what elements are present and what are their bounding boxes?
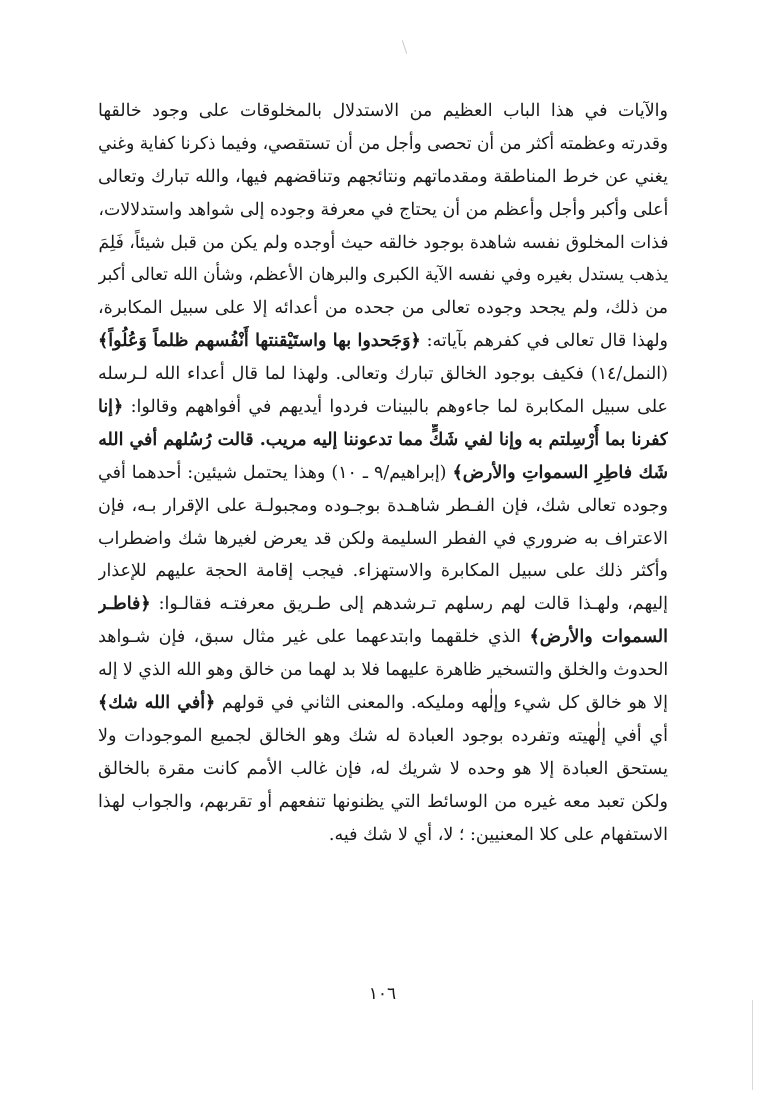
text-segment: يغني عن خرط المناطقة ومقدماتهم ونتائجهم وتناقضهم فيها، والله تبارك وتعالى — [98, 166, 668, 187]
text-segment: الاعتراف به ضروري في الفطر السليمة ولكن قد يعرض لغيرها شك واضطراب — [98, 528, 668, 549]
text-line — [98, 95, 668, 128]
text-segment: (النمل/١٤) فكيف بوجود الخالق تبارك وتعالى. ولهذا لما قال أعداء الله لـرسله — [98, 364, 668, 385]
text-line — [98, 753, 668, 786]
text-line — [98, 424, 668, 457]
text-segment: أي أفي إلٰهيته وتفرده بوجود العبادة له شك وهو الخالق لجميع الموجودات ولا — [98, 725, 668, 746]
text-line — [98, 194, 668, 227]
text-line — [98, 621, 668, 654]
text-line — [98, 259, 668, 292]
text-line — [98, 325, 668, 358]
body-text — [98, 95, 668, 851]
text-line — [98, 523, 668, 556]
quran-quote: ﴿أفي الله شك﴾ — [98, 693, 216, 714]
quran-quote: السموات والأرض﴾ — [529, 627, 668, 648]
text-line — [98, 490, 668, 523]
text-line — [98, 555, 668, 588]
quran-quote: ﴿إنا — [98, 397, 124, 418]
text-segment: يستحق العبادة إلا هو وحده لا شريك له، فإن غالب الأمم كانت مقرة بالخالق — [98, 758, 668, 779]
quran-quote: ﴿فاطـر — [98, 594, 151, 615]
quran-quote: ﴿وَجَحدوا بها واستَيْقنتها أَنْفُسهم ظلماً وَعُلُواً﴾ — [98, 331, 421, 352]
text-segment: والآيات في هذا الباب العظيم من الاستدلال بالمخلوقات على وجود خالقها — [98, 101, 668, 121]
text-segment: الحدوث والخلق والتسخير ظاهرة عليهما فلا بد لهما من خالق وهو الله الذي لا إله — [98, 660, 668, 681]
text-segment: على سبيل المكابرة لما جاءوهم بالبينات فردوا أيديهم في أفواههم وقالوا: — [123, 397, 668, 418]
text-line — [98, 819, 668, 852]
text-line — [98, 391, 668, 424]
text-segment: (إبراهيم/٩ ـ ١٠) وهذا يحتمل شيئين: أحدهما أفي — [98, 462, 453, 483]
text-segment: الذي خلقهما وابتدعهما على غير مثال سبق، فإن شـواهد — [98, 627, 530, 648]
text-segment: فذات المخلوق نفسه شاهدة بوجود خالقه حيث أوجده ولم يكن من قبل شيئاً، فَلِمَ — [98, 232, 668, 253]
text-line — [98, 720, 668, 753]
text-segment: أعلى وأكبر وأجل وأعظم من أن يحتاج في معرفة وجوده إلى شواهد واستدلالات، — [98, 199, 668, 220]
text-line — [98, 457, 668, 490]
text-line — [98, 128, 668, 161]
text-line — [98, 161, 668, 194]
text-segment: يذهب يستدل بغيره وفي نفسه الآية الكبرى والبرهان الأعظم، وشأن الله تعالى أكبر — [98, 265, 668, 286]
text-segment: من ذلك، ولم يجحد وجوده تعالى من جحده من أعدائه إلا على سبيل المكابرة، — [98, 298, 668, 319]
text-line — [98, 786, 668, 819]
text-segment: إليهم، ولهـذا قالت لهم رسلهم تـرشدهم إلى طـريق معرفتـه فقالـوا: — [150, 594, 668, 615]
quran-quote: شَك فاطِرِ السمواتِ والأرض﴾ — [452, 462, 668, 483]
quran-quote: كفرنا بما أُرْسِلتم به وإنا لفي شَكٍّ مما تدعوننا إليه مريب. قالت رُسُلهم أفي الله — [98, 429, 668, 450]
text-segment: وأكثر ذلك على سبيل المكابرة والاستهزاء. فيجب إقامة الحجة عليهم للإعذار — [98, 561, 668, 582]
text-segment: وجوده تعالى شك، فإن الفـطر شاهـدة بوجـوده ومجبولـة على الإقرار بـه، فإن — [98, 495, 668, 516]
text-line — [98, 292, 668, 325]
text-line — [98, 358, 668, 391]
text-segment: وقدرته وعظمته أكثر من أن تحصى وأجل من أن تستقصي، وفيما ذكرنا كفاية وغني — [98, 133, 668, 154]
text-line — [98, 227, 668, 260]
text-line — [98, 588, 668, 621]
page-number: ١٠٦ — [368, 984, 397, 1004]
text-line — [98, 654, 668, 687]
scan-edge-shadow — [752, 1000, 753, 1090]
text-segment: ولهذا قال تعالى في كفرهم بآياته: — [420, 331, 668, 352]
text-segment: الاستفهام على كلا المعنيين: ؛ لا، أي لا شك فيه. — [328, 824, 668, 845]
scan-artifact-mark — [402, 40, 407, 54]
text-line — [98, 687, 668, 720]
text-segment: ولكن تعبد معه غيره من الوسائط التي يظنونها تنفعهم أو تقربهم، والجواب لهذا — [98, 791, 668, 812]
text-segment: إلا هو خالق كل شيء وإلٰهه ومليكه. والمعنى الثاني في قولهم — [215, 693, 668, 714]
